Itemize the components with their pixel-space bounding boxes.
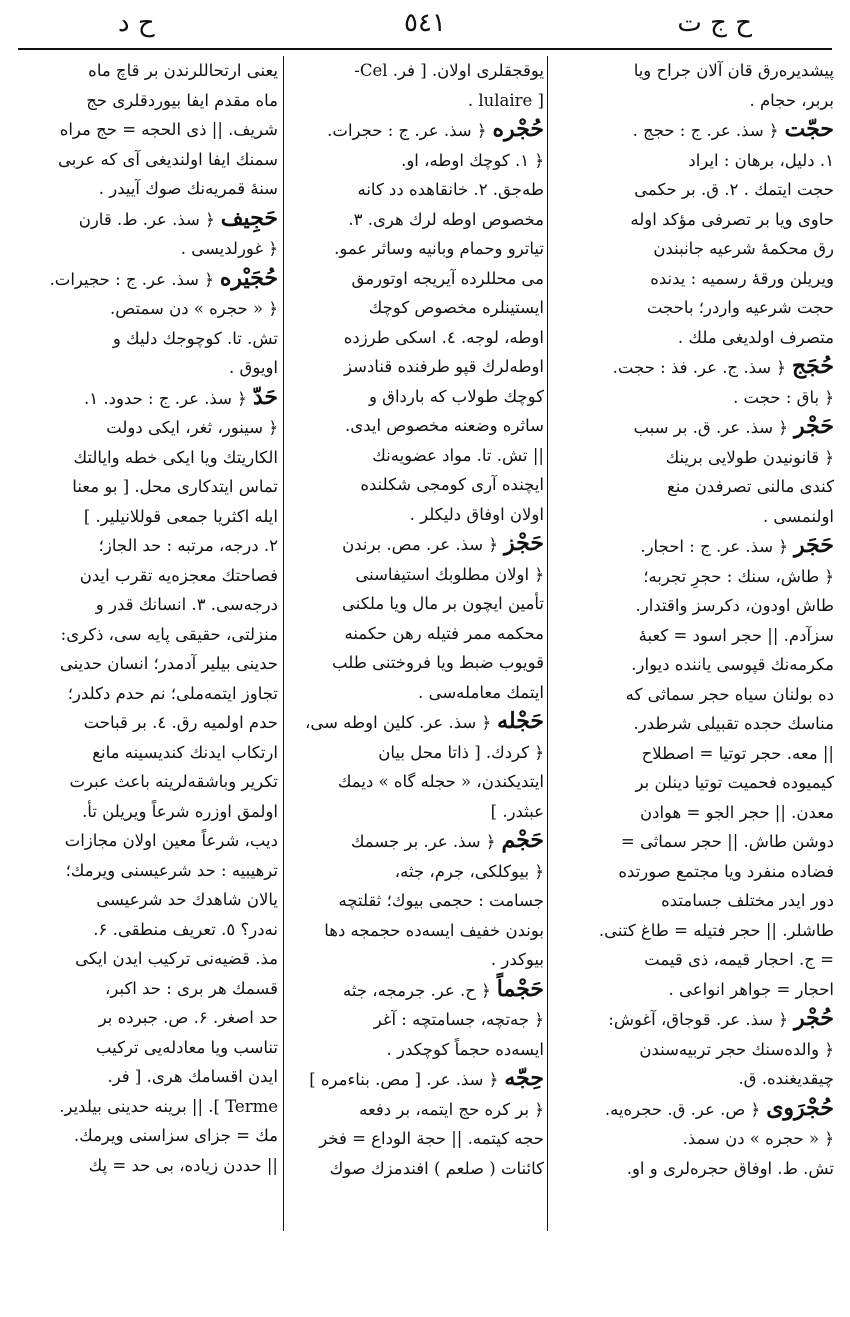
- entry-headword: حَجْماً: [496, 975, 544, 1002]
- entry-headword: حُجَج: [791, 353, 834, 379]
- entry-line: [20, 1062, 278, 1092]
- entry-text: حجت ایتمك . ۲. ق. بر حکمی: [634, 180, 834, 199]
- entry-line: [288, 86, 544, 116]
- entry-text: یالان شاهدك حد شرعیسی: [96, 890, 278, 909]
- entry-line: [288, 1095, 544, 1125]
- entry-line: [552, 146, 834, 176]
- dictionary-entry: [552, 115, 834, 352]
- entry-line: [20, 264, 278, 295]
- entry-line: [20, 324, 278, 354]
- entry-line: [552, 293, 834, 323]
- entry-headword: حَجْر: [794, 413, 834, 439]
- entry-line: [552, 1154, 834, 1184]
- entry-line: [288, 382, 544, 412]
- dictionary-entry: [20, 204, 278, 264]
- entry-text: ﴿ غورلدیسی .: [180, 239, 278, 258]
- entry-text: فصاحتك معجزه‌یه تقرب ایدن: [79, 565, 278, 585]
- entry-line: [288, 1035, 544, 1065]
- entry-text: ﴿ سذ. عر. ج : حدود. ۱.: [84, 388, 247, 408]
- entry-line: [552, 1124, 834, 1154]
- entry-text: دوشن طاش. || حجر سماثی =: [620, 832, 834, 851]
- entry-text: ﴿ سذ. عر. ط. قارن: [78, 209, 215, 229]
- entry-line: [288, 797, 544, 827]
- entry-text: ۲. درجه، مرتبه : حد الجاز؛: [98, 536, 278, 555]
- entry-line: [552, 857, 834, 887]
- page-number: ٥٤١: [404, 8, 446, 38]
- entry-line: [288, 589, 544, 619]
- entry-text: سزآدم. || حجر اسود = کعبهٔ: [638, 625, 834, 645]
- entry-text: ﴿ طاش، سنك : حجرِ تجربه؛: [643, 566, 834, 586]
- entry-line: [20, 885, 278, 915]
- entry-text: حدم اولمیه رق. ٤. بر قباحت: [83, 713, 278, 732]
- entry-line: [552, 502, 834, 532]
- entry-text: حد اصغر. ۶. ص. جبرده بر: [98, 1008, 278, 1027]
- entry-line: [288, 560, 544, 590]
- entry-line: [552, 175, 834, 205]
- entry-line: [288, 56, 544, 86]
- entry-line: [552, 650, 834, 680]
- column-left: [20, 56, 278, 1231]
- entry-text: ﴿ سذ. عر. مص. برندن: [342, 535, 499, 554]
- entry-text: = ج. احجار قیمه، ذی قیمت: [644, 950, 834, 969]
- page-header: [18, 8, 832, 44]
- dictionary-entry: [552, 1094, 834, 1184]
- entry-line: [288, 234, 544, 264]
- entry-line: [552, 323, 834, 353]
- entry-line: [20, 620, 278, 650]
- entry-line: [552, 472, 834, 502]
- entry-text: تش. تا. کوچوجك دلیك و: [112, 328, 278, 348]
- entry-line: [288, 857, 544, 887]
- entry-text: ﴿ بیوکلکی، جرم، جثه،: [394, 861, 544, 881]
- entry-text: ﴿ سذ. عر. کلین اوطه سی،: [305, 713, 492, 732]
- entry-line: [288, 470, 544, 500]
- entry-line: [20, 561, 278, 591]
- entry-line: [288, 529, 544, 560]
- entry-line: [552, 739, 834, 769]
- entry-text: سنهٔ قمریه‌نك صوك آییدر .: [98, 179, 278, 198]
- entry-headword: حَجْم: [501, 827, 544, 853]
- dictionary-entry: [20, 383, 278, 1181]
- entry-text: شریف. || ذی الحجه = حج مراه: [59, 120, 278, 139]
- entry-headword: حَجِیف: [220, 204, 278, 231]
- entry-line: [20, 856, 278, 886]
- entry-text: تش. ط. اوفاق حجره‌لری و او.: [626, 1158, 834, 1178]
- header-left-letters: ح د: [118, 8, 155, 38]
- entry-line: [20, 472, 278, 502]
- entry-line: [20, 383, 278, 414]
- entry-line: [288, 738, 544, 768]
- entry-line: [552, 798, 834, 828]
- column-right: [552, 56, 834, 1231]
- entry-line: [552, 264, 834, 294]
- entry-text: حجه کیتمه. || حجة الوداع = فخر: [319, 1129, 544, 1148]
- entry-line: [552, 975, 834, 1005]
- entry-line: [288, 1005, 544, 1035]
- entry-text: ایتمك معامله‌سی .: [418, 682, 544, 702]
- entry-text: کوچك طولاب که بارداق و: [368, 386, 544, 406]
- entry-text: ﴿ سذ. عر. [ مص. بناءمره ]: [309, 1070, 499, 1089]
- entry-text: سمنك ایفا اولندیغی آی که عربی: [57, 149, 278, 169]
- entry-line: [552, 531, 834, 562]
- entry-text: اوطه، لوجه. ٤. اسکی طرزده: [343, 327, 544, 347]
- entry-line: [552, 709, 834, 739]
- entry-text: ﴿ « حجره » دن سمتص.: [110, 299, 278, 318]
- entry-line: [552, 827, 834, 857]
- entry-line: [552, 443, 834, 473]
- dictionary-entry: [288, 56, 544, 115]
- dictionary-entry: [288, 975, 544, 1065]
- entry-text: ﴿ بر کره حج ایتمه، بر دفعه: [359, 1099, 544, 1119]
- entry-line: [20, 1033, 278, 1063]
- entry-line: [552, 562, 834, 592]
- entry-line: [288, 916, 544, 946]
- entry-line: [20, 353, 278, 383]
- entry-line: [288, 352, 544, 382]
- entry-text: چیقدیغنده. ق.: [738, 1069, 834, 1088]
- dictionary-entry: [288, 707, 544, 826]
- entry-text: ایچنده آری کومجی شکلنده: [360, 475, 544, 494]
- entry-line: [552, 945, 834, 975]
- entry-text: درجه‌سی. ۳. انسانك قدر و: [95, 595, 278, 614]
- entry-text: طاشلر. || حجر فتیله = طاغ کتنی.: [598, 920, 834, 940]
- entry-line: [288, 323, 544, 353]
- entry-text: ﴿ سینور، ثغر، ایکی دولت: [106, 418, 278, 437]
- entry-text: تناسب ویا معادله‌یی ترکیب: [95, 1037, 278, 1057]
- entry-line: [552, 115, 834, 146]
- entry-text: ﴿ سذ. ج. عر. فذ : حجت.: [612, 358, 786, 377]
- entry-text: متصرف اولدیغی ملك .: [677, 327, 834, 347]
- entry-text: || تش. تا. مواد عضویه‌نك: [372, 445, 544, 465]
- entry-text: فضاده منفرد ویا مجتمع صورتده: [618, 861, 834, 881]
- entry-line: [288, 886, 544, 916]
- entry-line: [552, 86, 834, 116]
- entry-text: بوندن خفیف ایسه‌ده حجمجه دها: [324, 920, 544, 940]
- entry-text: ۱. دلیل، برهان : ایراد: [688, 150, 834, 170]
- entry-text: بیوکدر .: [490, 950, 544, 969]
- header-rule: [18, 48, 832, 50]
- entry-text: ماه مقدم ایفا بیوردقلری حج: [86, 90, 278, 110]
- entry-text: پیشدیره‌رق قان آلان جراح ویا: [633, 61, 834, 80]
- entry-line: [20, 204, 278, 235]
- entry-text: ایله اکثریا جمعی قوللانیلیر. ]: [83, 506, 278, 526]
- entry-line: [20, 708, 278, 738]
- entry-headword: حِجّه: [504, 1065, 544, 1091]
- entry-headword: حَجْز: [504, 530, 544, 556]
- entry-text: ساثره وضعنه مخصوص ایدی.: [345, 416, 544, 435]
- entry-text: حجت شرعیه واردر؛ باحجت: [646, 298, 834, 317]
- entry-text: تکریر وباشقه‌لرینه باعث عبرت: [69, 772, 278, 791]
- entry-text: احجار = جواهر انواعی .: [668, 979, 834, 999]
- entry-text: کندی مالنی تصرفدن منع: [666, 477, 834, 496]
- entry-text: مذ. قضیه‌نی ترکیب ایدن ایکی: [75, 949, 278, 968]
- entry-line: [552, 383, 834, 413]
- entry-text: کیمیوده فحمیت توتیا دینلن بر: [635, 773, 834, 792]
- entry-text: طه‌جق. ۲. خانقاهده دد کانه: [357, 180, 544, 199]
- entry-text: تجاوز ایتمه‌ملی؛ نم حدم دکلدر؛: [67, 683, 278, 703]
- entry-text: Terme ]. || برینه حدینی بیلدیر.: [59, 1096, 278, 1116]
- entry-line: [552, 916, 834, 946]
- entry-line: [20, 294, 278, 324]
- entry-line: [552, 234, 834, 264]
- entry-text: معدن. || حجر الجو = هوادن: [639, 802, 834, 822]
- entry-line: [552, 768, 834, 798]
- entry-line: [552, 1035, 834, 1065]
- entry-line: [20, 86, 278, 116]
- dictionary-entry: [552, 531, 834, 1004]
- dictionary-entry: [288, 826, 544, 975]
- entry-text: ﴿ سذ. عر. ج : احجار.: [640, 537, 789, 556]
- column-divider-right: [547, 56, 548, 1231]
- entry-text: ﴿ کردك. [ ذاتا محل بیان: [378, 742, 544, 762]
- entry-headword: حجّت: [784, 116, 834, 142]
- dictionary-entry: [20, 264, 278, 383]
- entry-line: [20, 234, 278, 264]
- entry-line: [20, 1092, 278, 1122]
- entry-line: [552, 1004, 834, 1035]
- entry-line: [20, 145, 278, 175]
- entry-text: طاش اودون، دکرسز واقتدار.: [635, 596, 834, 615]
- entry-text: دیب، شرعاً معین اولان مجازات: [64, 831, 278, 850]
- entry-text: مناسك حجده تقبیلی شرطدر.: [633, 714, 834, 733]
- entry-line: [552, 886, 834, 916]
- entry-text: رق محکمهٔ شرعیه جانبندن: [653, 239, 834, 258]
- entry-headword: حُجْره: [492, 116, 544, 142]
- entry-line: [20, 115, 278, 145]
- entry-line: [552, 1064, 834, 1094]
- entry-line: [288, 441, 544, 471]
- entry-text: ﴿ اولان مطلوبك استیفاسنی: [355, 564, 544, 584]
- entry-line: [552, 205, 834, 235]
- entry-line: [288, 767, 544, 797]
- entry-line: [552, 56, 834, 86]
- entry-headword: حَجْله: [497, 708, 544, 734]
- entry-line: [20, 590, 278, 620]
- entry-text: جسامت : حجمی بیوك؛ ثقلتچه: [338, 891, 544, 910]
- entry-line: [288, 945, 544, 975]
- entry-line: [20, 502, 278, 532]
- entry-text: ده بولنان سیاه حجر سماثی که: [625, 684, 834, 704]
- dictionary-entry: [288, 115, 544, 529]
- entry-text: مخصوص اوطه لرك هری. ۳.: [348, 209, 544, 229]
- entry-text: ترهیبیه : حد شرعیسنی ویرمك؛: [65, 860, 278, 880]
- entry-text: ﴿ قانونیدن طولایی برینك: [665, 447, 834, 467]
- entry-text: ﴿ ص. عر. ق. حجره‌یه.: [604, 1099, 761, 1119]
- dictionary-entry: [288, 1064, 544, 1183]
- entry-line: [288, 678, 544, 708]
- entry-line: [20, 797, 278, 827]
- entry-text: ﴿ ۱. کوچك اوطه، او.: [401, 150, 544, 170]
- entry-line: [288, 648, 544, 678]
- entry-line: [20, 56, 278, 86]
- entry-text: حدینی بیلیر آدمدر؛ انسان حدینی: [59, 654, 278, 673]
- entry-line: [288, 146, 544, 176]
- entry-line: [552, 621, 834, 651]
- entry-text: ایدن اقسامك هری. [ فر.: [107, 1067, 278, 1086]
- entry-text: دور ایدر مختلف جسامتده: [661, 891, 834, 910]
- column-middle: [288, 56, 544, 1231]
- entry-text: قویوب ضبط ویا فروختنی طلب: [332, 653, 544, 672]
- entry-text: محکمه ممر فتیله رهن حکمنه: [344, 623, 544, 643]
- entry-text: [ lulaire .: [467, 90, 544, 110]
- entry-text: مك = جزای سزاسنی ویرمك.: [73, 1126, 278, 1145]
- entry-line: [552, 680, 834, 710]
- column-divider-left: [283, 56, 284, 1231]
- entry-line: [20, 944, 278, 974]
- entry-line: [20, 915, 278, 945]
- entry-line: [20, 649, 278, 679]
- entry-line: [20, 1121, 278, 1151]
- entry-text: الکاریتك ویا ایکی خطه وایالتك: [73, 447, 278, 467]
- entry-text: منزلتی، حقیقی پایه سی، ذکری:: [60, 624, 278, 644]
- dictionary-entry: [20, 56, 278, 204]
- entry-text: اولمق اوزره شرعاً ویریلن تأ.: [82, 801, 278, 821]
- entry-line: [288, 619, 544, 649]
- entry-text: ﴿ سذ. عر. ج : حجج .: [632, 121, 779, 140]
- entry-text: تأمین ایچون بر مال ویا ملکنی: [342, 594, 544, 613]
- entry-text: یوقجقلری اولان. [ فر. Cel-: [354, 61, 544, 80]
- entry-headword: حَدّ: [252, 383, 278, 410]
- entry-line: [288, 1124, 544, 1154]
- entry-text: بربر، حجام .: [749, 90, 834, 110]
- entry-line: [20, 679, 278, 709]
- entry-line: [552, 591, 834, 621]
- entry-line: [20, 531, 278, 561]
- entry-text: مکرمه‌نك قپوسی یاننده دیوار.: [631, 655, 834, 674]
- entry-headword: حُجَیْره: [219, 264, 278, 291]
- entry-line: [288, 293, 544, 323]
- entry-text: می محللرده آیریجه اوتورمق: [351, 268, 544, 288]
- entry-line: [20, 738, 278, 768]
- entry-line: [20, 413, 278, 443]
- entry-line: [288, 115, 544, 146]
- entry-text: ایتدیکندن، « حجله گاه » دیمك: [337, 772, 544, 791]
- entry-text: ﴿ سذ. عر. ج : حجیرات.: [49, 269, 214, 289]
- entry-text: قسمك هر بری : حد اکبر،: [105, 978, 278, 998]
- entry-headword: حَجَر: [794, 532, 834, 558]
- entry-text: اولان اوفاق دلیکلر .: [409, 504, 544, 524]
- entry-text: اولنمسی .: [762, 506, 834, 526]
- entry-text: ﴿ سذ. عر. ج : حجرات.: [327, 121, 487, 140]
- entry-line: [288, 975, 544, 1006]
- entry-line: [288, 175, 544, 205]
- entry-text: || حددن زیاده، بی حد = پك: [88, 1155, 278, 1175]
- header-right-letters: ح ج ت: [677, 8, 752, 38]
- entry-line: [20, 1003, 278, 1033]
- entry-line: [20, 1151, 278, 1181]
- dictionary-entry: [288, 529, 544, 707]
- entry-line: [288, 707, 544, 738]
- entry-text: اوطه‌لرك قپو طرفنده قنادسز: [344, 357, 544, 376]
- entry-text: یعنی ارتحاللرندن بر قاچ ماه: [88, 61, 278, 80]
- entry-line: [20, 767, 278, 797]
- entry-line: [288, 205, 544, 235]
- entry-text: عبثدر. ]: [490, 801, 544, 821]
- entry-text: ارتکاب ایدنك کندیسینه مانع: [92, 742, 278, 762]
- entry-line: [288, 1154, 544, 1184]
- entry-text: اویوق .: [229, 358, 278, 377]
- dictionary-entry: [552, 56, 834, 115]
- entry-line: [288, 411, 544, 441]
- entry-line: [552, 1094, 834, 1125]
- entry-line: [20, 174, 278, 204]
- entry-text: ﴿ « حجره » دن سمذ.: [682, 1129, 834, 1148]
- entry-text: تماس ایتدکاری محل. [ بو معنا: [72, 477, 278, 496]
- dictionary-entry: [552, 412, 834, 531]
- entry-text: ﴿ ح. عر. جرمجه، جثه: [343, 980, 491, 1000]
- entry-line: [552, 412, 834, 443]
- entry-headword: حُجْر: [794, 1005, 834, 1031]
- entry-text: تیاترو وحمام وبانیه وساثر عمو.: [334, 239, 544, 258]
- entry-line: [20, 974, 278, 1004]
- entry-text: ﴿ باق : حجت .: [733, 387, 834, 407]
- entry-text: ویریلن ورقهٔ رسمیه : یدنده: [650, 268, 834, 288]
- entry-line: [20, 826, 278, 856]
- entry-headword: حُجْرَوی: [766, 1094, 834, 1121]
- dictionary-entry: [552, 352, 834, 412]
- entry-line: [20, 443, 278, 473]
- entry-text: ﴿ سذ. عر. قوجاق، آغوش:: [608, 1010, 789, 1029]
- entry-text: ایسه‌ده حجماً کوچکدر .: [386, 1039, 544, 1059]
- entry-line: [288, 1064, 544, 1095]
- entry-text: ایستینلره مخصوص کوچك: [368, 298, 544, 317]
- entry-text: حاوی ویا بر تصرفی مؤکد اوله‌: [630, 209, 834, 229]
- entry-line: [288, 264, 544, 294]
- entry-line: [288, 826, 544, 857]
- entry-text: کائنات ( صلعم ) افندمزك صوك: [329, 1158, 544, 1178]
- dictionary-entry: [552, 1004, 834, 1094]
- entry-text: ﴿ سذ. عر. بر جسمك: [350, 832, 496, 851]
- entry-line: [288, 500, 544, 530]
- entry-text: ﴿ جه‌تچه، جسامتچه : آغر: [373, 1010, 544, 1029]
- entry-text: نه‌در؟ ٥. تعریف منطقی. ۶.: [93, 919, 278, 939]
- entry-line: [552, 352, 834, 383]
- entry-text: ﴿ والده‌سنك حجر تربیه‌سندن: [639, 1039, 834, 1059]
- entry-text: ﴿ سذ. عر. ق. بر سبب: [633, 418, 789, 437]
- entry-text: || معه. حجر توتیا = اصطلاح: [641, 743, 834, 763]
